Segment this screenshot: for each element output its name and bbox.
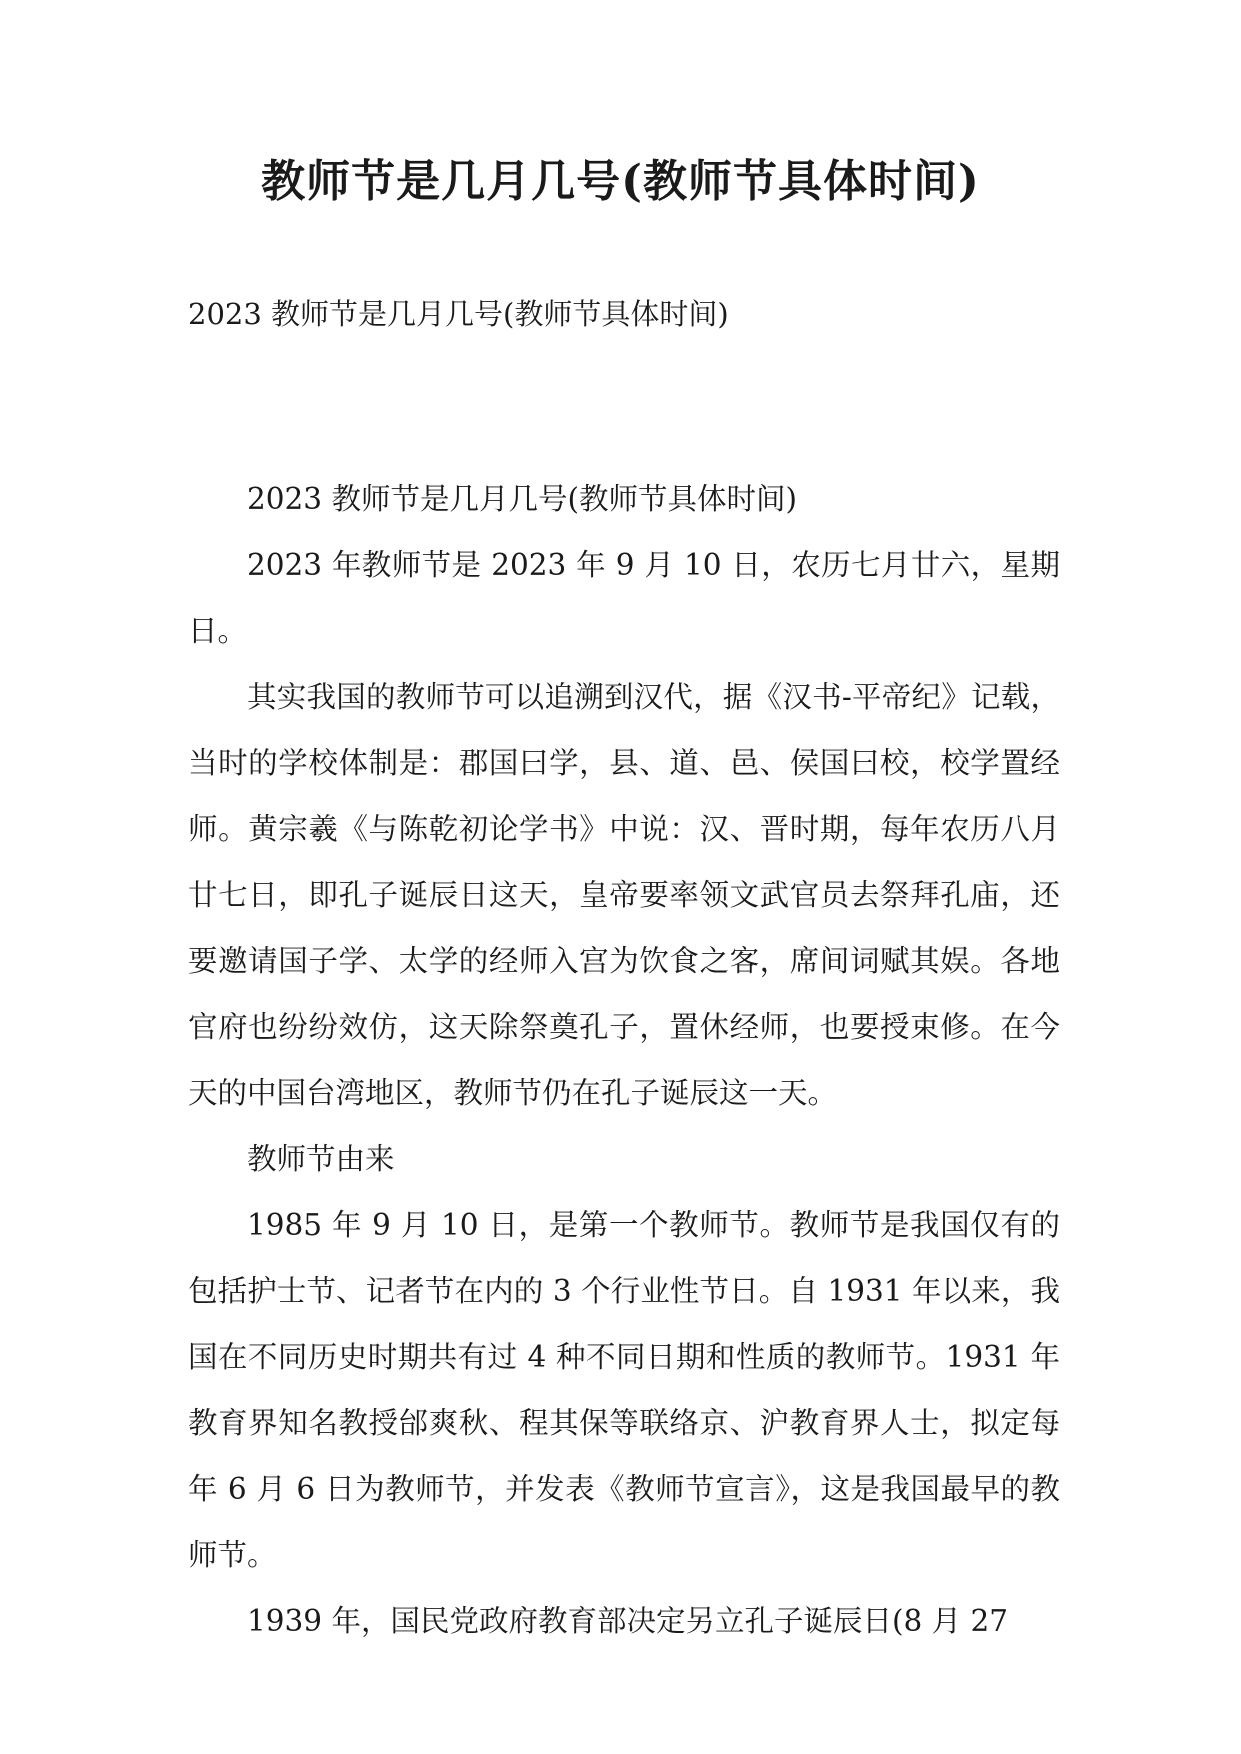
paragraph: 1939 年，国民党政府教育部决定另立孔子诞辰日(8 月 27 — [247, 1604, 1009, 1638]
document-title: 教师节是几月几号(教师节具体时间) — [261, 156, 980, 207]
paragraph: 2023 教师节是几月几号(教师节具体时间) — [247, 482, 797, 516]
document-body — [188, 466, 1060, 1654]
paragraph: 其实我国的教师节可以追溯到汉代，据《汉书-平帝纪》记载，当时的学校体制是：郡国曰学，县、道、邑、侯国曰校，校学置经师。黄宗羲《与陈乾初论学书》中说：汉、晋时期，每年农历八月廿七日，即孔子诞辰日这天，皇帝要率领文武官员去祭拜孔庙，还要邀请国子学、太学的经师入宫为饮食之客，席间词赋其娱。各地官府也纷纷效仿，这天除祭奠孔子，置休经师，也要授束修。在今天的中国台湾地区，教师节仍在孔子诞辰这一天。 — [188, 680, 1060, 1110]
paragraph: 2023 年教师节是 2023 年 9 月 10 日，农历七月廿六，星期日。 — [188, 548, 1060, 648]
paragraph: 1985 年 9 月 10 日，是第一个教师节。教师节是我国仅有的包括护士节、记者节在内的 3 个行业性节日。自 1931 年以来，我国在不同历史时期共有过 4 种不同日期和性质的教师节。1931 年教育界知名教授邰爽秋、程其保等联络京、沪教育界人士，拟定每年 6 月 6 日为教师节，并发表《教师节宣言》，这是我国最早的教师节。 — [188, 1208, 1060, 1572]
document-subtitle: 2023 教师节是几月几号(教师节具体时间) — [188, 297, 729, 331]
section-heading: 教师节由来 — [247, 1142, 395, 1176]
